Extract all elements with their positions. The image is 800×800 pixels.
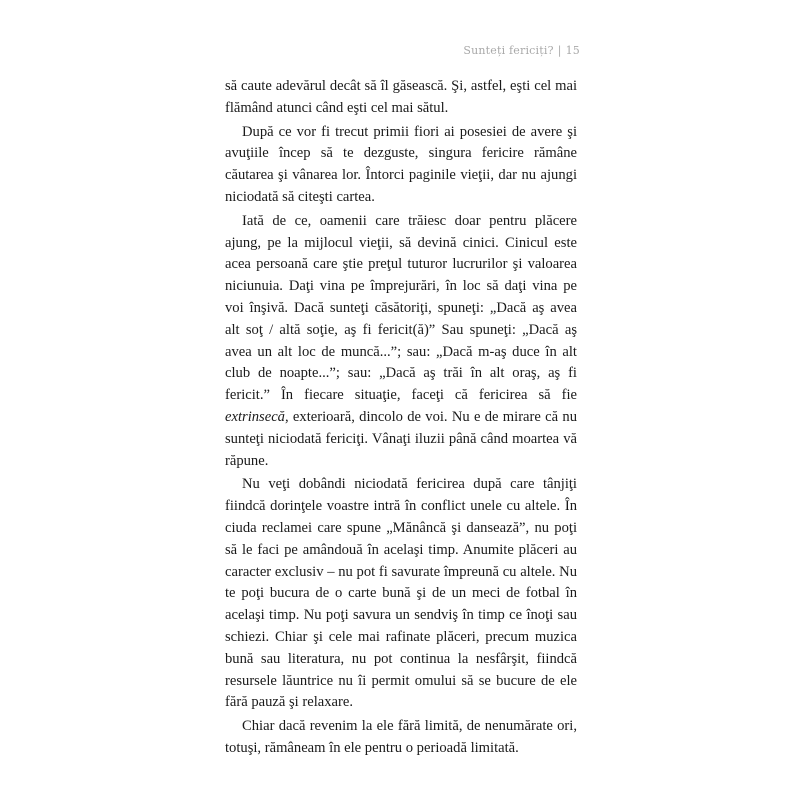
paragraph-2: După ce vor fi trecut primii fiori ai posesiei de avere şi avuţiile încep să te dezguste, singura fericire rămâne căutarea şi vânarea lor. Întorci paginile vieţii, dar nu ajungi niciodată să citeşti cartea. bbox=[225, 123, 577, 205]
paragraph-3-part-2: , exterioară, dincolo de voi. Nu e de mirare că nu sunteţi niciodată fericiţi. Vânaţi iluzii până când moartea vă răpune. bbox=[225, 408, 577, 469]
paragraph-3 bbox=[225, 211, 577, 473]
body-text bbox=[225, 76, 577, 760]
paragraph-3-part-1: Iată de ce, oamenii care trăiesc doar pentru plăcere ajung, pe la mijlocul vieţii, să devină cinici. Cinicul este acea persoană care ştie preţul tuturor lucrurilor şi valoarea niciunuia. Daţi vina pe împrejurări, în loc să daţi vina pe voi înşivă. Dacă sunteţi căsătoriţi, spuneţi: „Dacă aş avea alt soţ / altă soţie, aş fi fericit(ă)” Sau spuneţi: „Dacă aş avea un alt loc de muncă...”; sau: „Dacă m-aş duce în alt club de noapte...”; sau: „Dacă aş trăi în alt oraş, aş fi fericit.” În fiecare situaţie, faceţi că fericirea să fie bbox=[225, 212, 577, 404]
chapter-title: Sunteți fericiți? bbox=[463, 44, 554, 57]
header-separator: | bbox=[557, 44, 562, 57]
paragraph-4: Nu veţi dobândi niciodată fericirea după care tânjiţi fiindcă dorinţele voastre intră în conflict unele cu altele. În ciuda reclamei care spune „Mănâncă şi dansează”, nu poţi să le faci pe amândouă în acelaşi timp. Anumite plăceri au caracter exclusiv – nu pot fi savurate împreună cu altele. Nu te poţi bucura de o carte bună şi de un meci de fotbal în acelaşi timp. Nu poţi savura un sendviş în timp ce înoţi sau schiezi. Chiar şi cele mai rafinate plăceri, precum muzica bună sau literatura, nu pot continua la nesfârşit, fiindcă resursele lăuntrice nu îi permit omului să se bucure de ele fără pauză şi relaxare. bbox=[225, 476, 577, 711]
emphasis-extrinseca: extrinsecă bbox=[225, 408, 285, 425]
page-number: 15 bbox=[565, 44, 580, 57]
running-header bbox=[463, 44, 580, 57]
paragraph-5: Chiar dacă revenim la ele fără limită, de nenumărate ori, totuşi, rămâneam în ele pentru o perioadă limitată. bbox=[225, 718, 577, 756]
paragraph-1: să caute adevărul decât să îl găsească. Şi, astfel, eşti cel mai flămând atunci când eşti cel mai sătul. bbox=[225, 78, 577, 116]
